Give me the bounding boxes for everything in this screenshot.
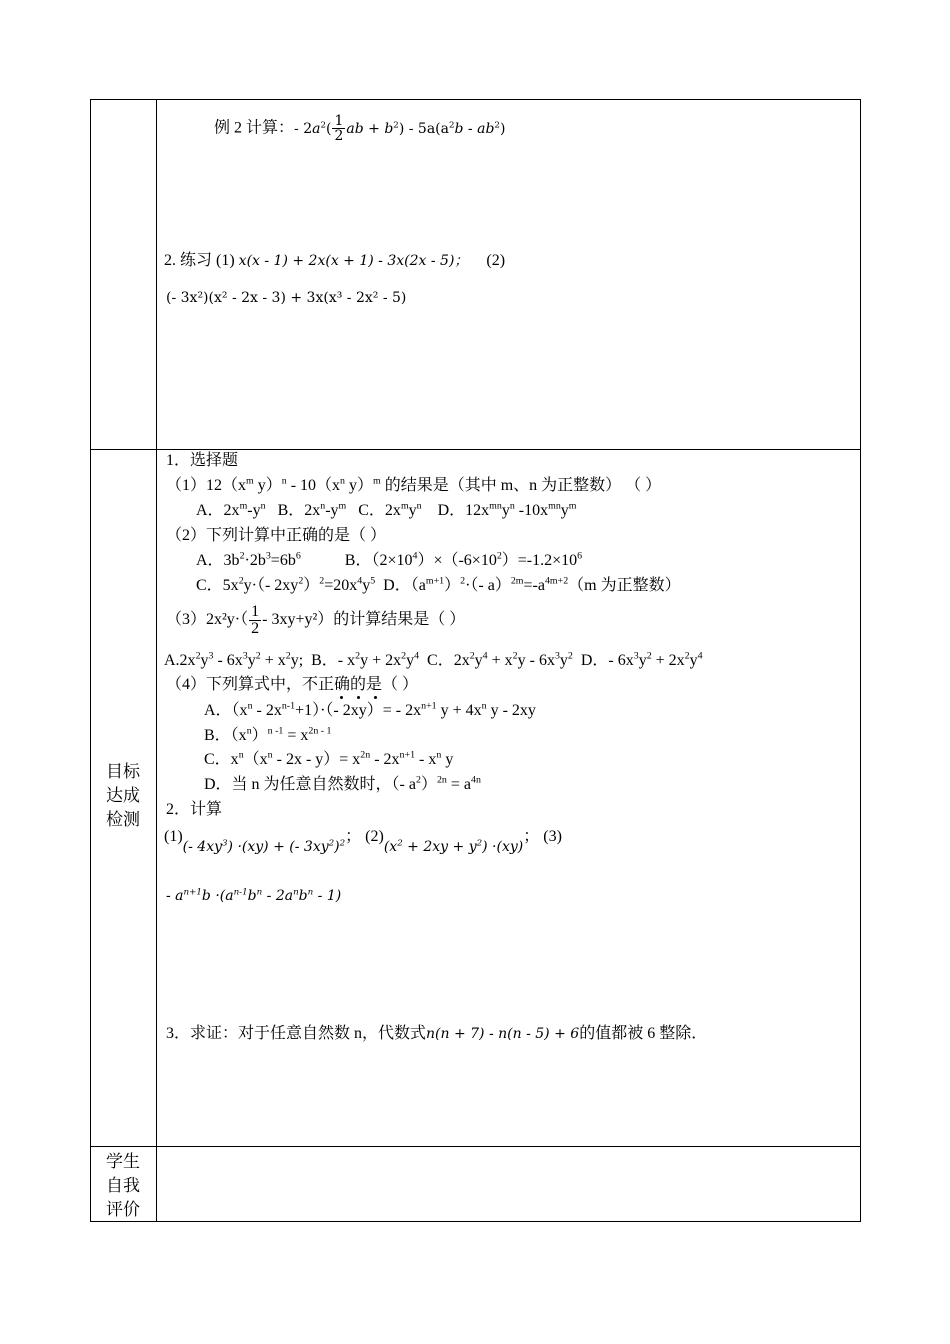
q1-sub3-options: $A.2x^2y^3 - 6x^3y^2 + x^2y$; B．- $x^2y + 2x^2y^4$ C．$2x^2y^4 + x^2y - 6x^3y^2$ D．- $6x^3y^2 + 2x^2y^4$ xyxy=(164,650,703,669)
q1-sub2-stem: （2）下列计算中正确的是（ ） xyxy=(166,527,387,544)
q1-sub4-stem: （4）下列算式中，不正确的是（ ） xyxy=(166,676,419,693)
table-column-divider xyxy=(156,99,157,1222)
q2-title: 2．计算 xyxy=(166,801,223,818)
table-border-top xyxy=(90,99,861,100)
q1-sub2-options-ab: A．$3b^2\cdot 2b^3=6b^6$ B．$(2\times 10^4)\times(-6\times 10^2)=-1.2\times 10^6$ xyxy=(196,550,583,569)
fraction-half-q3: $\frac{1}{2}$ xyxy=(251,603,260,637)
q1-sub4-option-b: B．$(x^n)^{n -1} = x^{2n - 1}$ xyxy=(204,725,332,744)
emphasis-dot xyxy=(374,696,377,699)
section-label-self: 学生 自我 评价 xyxy=(106,1152,140,1220)
q1-sub4-option-a: A．$(x^n - 2x^{n-1}+1)\cdot(-$ $2xy)= - 2x^{n+1}$ $y + 4x^n$ y - 2xy xyxy=(204,700,536,719)
q1-sub4-option-c: C．$x^n(x^n - 2x - y)= x^{2n} - 2x^{n+1} - x^n$ y xyxy=(204,749,454,768)
q1-sub2-options-cd: C．$5x^2y\cdot(-$ $2xy^2)^2=20x^4y^5$ D．$(a^{m+1})^2\cdot(-$ $a)^{2m}=-a^{4m+2}(m$ 为正整数） xyxy=(196,575,681,594)
emphasis-dot xyxy=(357,696,360,699)
practice-2-line1: 2. 练习 (1) x(x - 1) + 2x(x + 1) - 3x(2x - 5)； (2) xyxy=(164,252,506,269)
q2-line1: (1)(- $4xy^3) \cdot(xy)$ + (- $3xy^2)^2$； $(2)(x^2 + 2xy + y^2) \cdot(xy)$； (3) xyxy=(164,828,562,855)
practice-2-line2: (- 3x²)(x² - 2x - 3) + 3x(x³ - 2x² - 5) xyxy=(166,290,407,306)
q1-sub1-options: A．$2x^m-y^n$ B．$2x^n-y^m$ C．$2x^my^n$ D．$12x^{mn}y^n$ $-10x^{mn}y^m$ xyxy=(196,500,577,519)
emphasis-dot xyxy=(340,696,343,699)
table-border-right xyxy=(860,99,861,1222)
fraction-half: $\frac{1}{2}$ xyxy=(334,113,344,144)
q1-sub1-stem: $(1)12(x^m$ $y)^n - 10(x^n$ y）$^m$ 的结果是（其中 m、n 为正整数） （ ） xyxy=(166,475,662,494)
example-2: 例 2 计算：- $2a^2$( $\frac{1}{2}$ ab + $b^2) - 5a(a^2b - ab^2)$ xyxy=(214,113,506,144)
example-2-label: 例 2 计算： xyxy=(214,119,295,137)
q1-sub4-option-d: D．当 n 为任意自然数时，（- $a^2)^{2n} = a^{4n}$ xyxy=(204,774,481,793)
q1-sub3-stem: （3）2x²y·（ $\frac{1}{2}$ - 3xy+y²）的计算结果是（ ） xyxy=(166,603,466,637)
q1-title: 1．选择题 xyxy=(166,452,239,469)
table-border-bottom xyxy=(90,1221,861,1222)
table-row-divider-1 xyxy=(90,449,861,450)
q3: 3．求证：对于任意自然数 n，代数式n(n + 7) - n(n - 5) + 6的值都被 6 整除． xyxy=(166,1025,708,1042)
section-label-target: 目标 达成 检测 xyxy=(106,762,140,830)
q2-expr-3: - $a^{n+1}b \cdot(a^{n-1}b^n - 2a^nb^n - 1)$ xyxy=(166,887,342,904)
table-border-left xyxy=(90,99,91,1222)
table-row-divider-2 xyxy=(90,1146,861,1147)
